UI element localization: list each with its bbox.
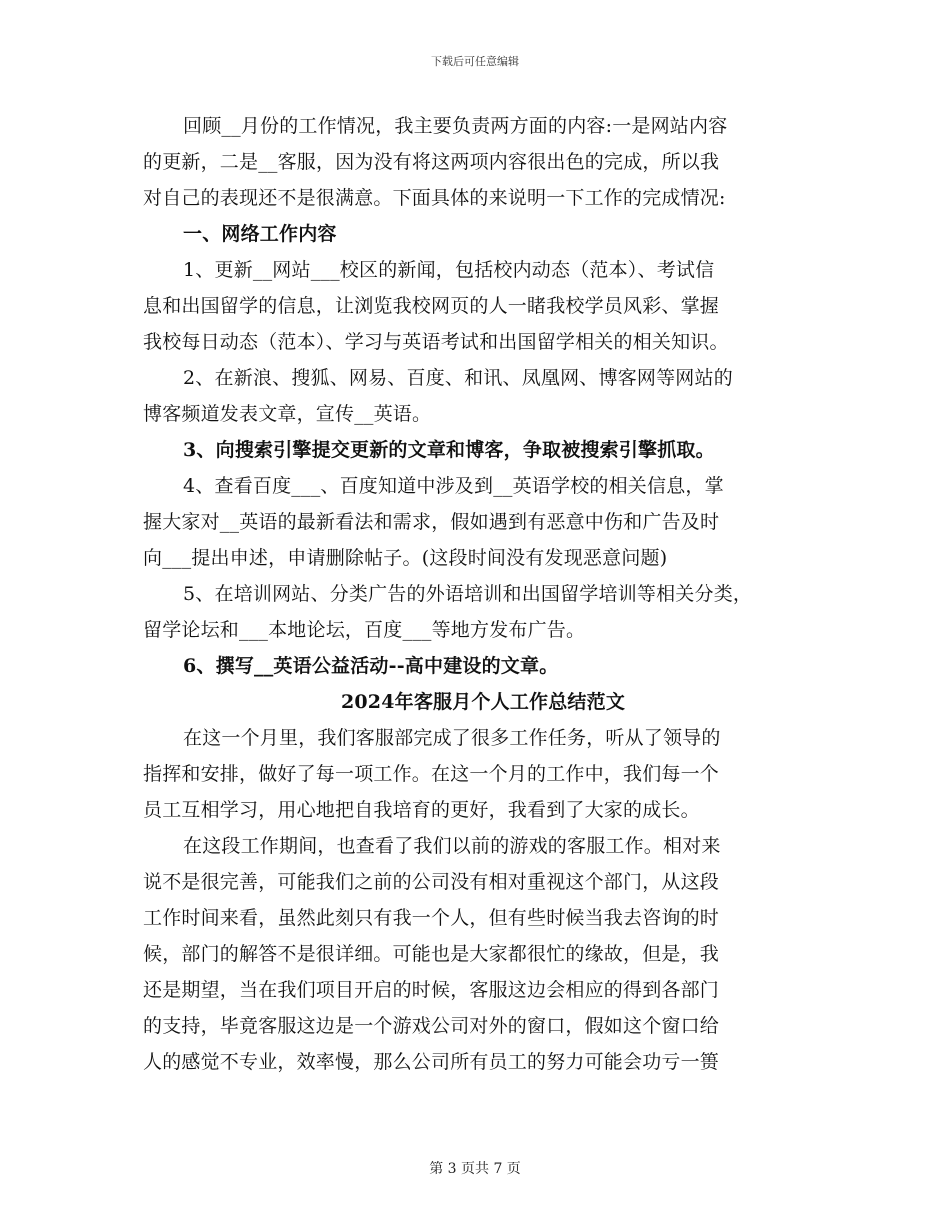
bold-list-item: 6、撰写__英语公益活动--高中建设的文章。 bbox=[183, 655, 559, 677]
paragraph-line: 的更新，二是__客服，因为没有将这两项内容很出色的完成，所以我 bbox=[143, 151, 720, 173]
paragraph-line: 向___提出申述，申请删除帖子。(这段时间没有发现恶意问题) bbox=[143, 547, 668, 569]
paragraph-line: 员工互相学习，用心地把自我培育的更好，我看到了大家的成长。 bbox=[143, 799, 700, 821]
paragraph-line: 握大家对__英语的最新看法和需求，假如遇到有恶意中伤和广告及时 bbox=[143, 511, 720, 533]
section-heading: 一、网络工作内容 bbox=[183, 223, 337, 245]
paragraph-line: 在这段工作期间，也查看了我们以前的游戏的客服工作。相对来 bbox=[183, 835, 721, 857]
paragraph-line: 对自己的表现还不是很满意。下面具体的来说明一下工作的完成情况: bbox=[143, 187, 726, 209]
paragraph-line: 留学论坛和___本地论坛，百度___等地方发布广告。 bbox=[143, 619, 586, 641]
paragraph-line: 在这一个月里，我们客服部完成了很多工作任务，听从了领导的 bbox=[183, 727, 721, 749]
document-title: 2024年客服月个人工作总结范文 bbox=[340, 691, 626, 713]
paragraph-line: 的支持，毕竟客服这边是一个游戏公司对外的窗口，假如这个窗口给 bbox=[143, 1015, 720, 1037]
document-body bbox=[143, 108, 823, 1080]
page-footer: 第 3 页共 7 页 bbox=[429, 1161, 521, 1177]
paragraph-line: 人的感觉不专业，效率慢，那么公司所有员工的努力可能会功亏一篑 bbox=[143, 1051, 720, 1073]
paragraph-line: 说不是很完善，可能我们之前的公司没有相对重视这个部门，从这段 bbox=[143, 871, 720, 893]
paragraph-line: 息和出国留学的信息，让浏览我校网页的人一睹我校学员风彩、掌握 bbox=[143, 295, 720, 317]
paragraph-line: 1、更新__网站___校区的新闻，包括校内动态（范本）、考试信 bbox=[183, 259, 715, 281]
bold-list-item: 3、向搜索引擎提交更新的文章和博客，争取被搜索引擎抓取。 bbox=[183, 439, 715, 461]
paragraph-line: 5、在培训网站、分类广告的外语培训和出国留学培训等相关分类， bbox=[183, 583, 753, 605]
paragraph-line: 4、查看百度___、百度知道中涉及到__英语学校的相关信息，掌 bbox=[183, 475, 724, 497]
paragraph-line: 博客频道发表文章，宣传__英语。 bbox=[143, 403, 432, 425]
paragraph-line: 回顾__月份的工作情况，我主要负责两方面的内容:一是网站内容 bbox=[183, 115, 728, 137]
paragraph-line: 候，部门的解答不是很详细。可能也是大家都很忙的缘故，但是，我 bbox=[143, 943, 720, 965]
paragraph-line: 工作时间来看，虽然此刻只有我一个人，但有些时候当我去咨询的时 bbox=[143, 907, 720, 929]
paragraph-line: 我校每日动态（范本）、学习与英语考试和出国留学相关的相关知识。 bbox=[143, 331, 729, 353]
paragraph-line: 2、在新浪、搜狐、网易、百度、和讯、凤凰网、博客网等网站的 bbox=[183, 367, 733, 389]
paragraph-line: 还是期望，当在我们项目开启的时候，客服这边会相应的得到各部门 bbox=[143, 979, 720, 1001]
page-header: 下载后可任意编辑 bbox=[431, 55, 519, 68]
paragraph-line: 指挥和安排，做好了每一项工作。在这一个月的工作中，我们每一个 bbox=[143, 763, 720, 785]
